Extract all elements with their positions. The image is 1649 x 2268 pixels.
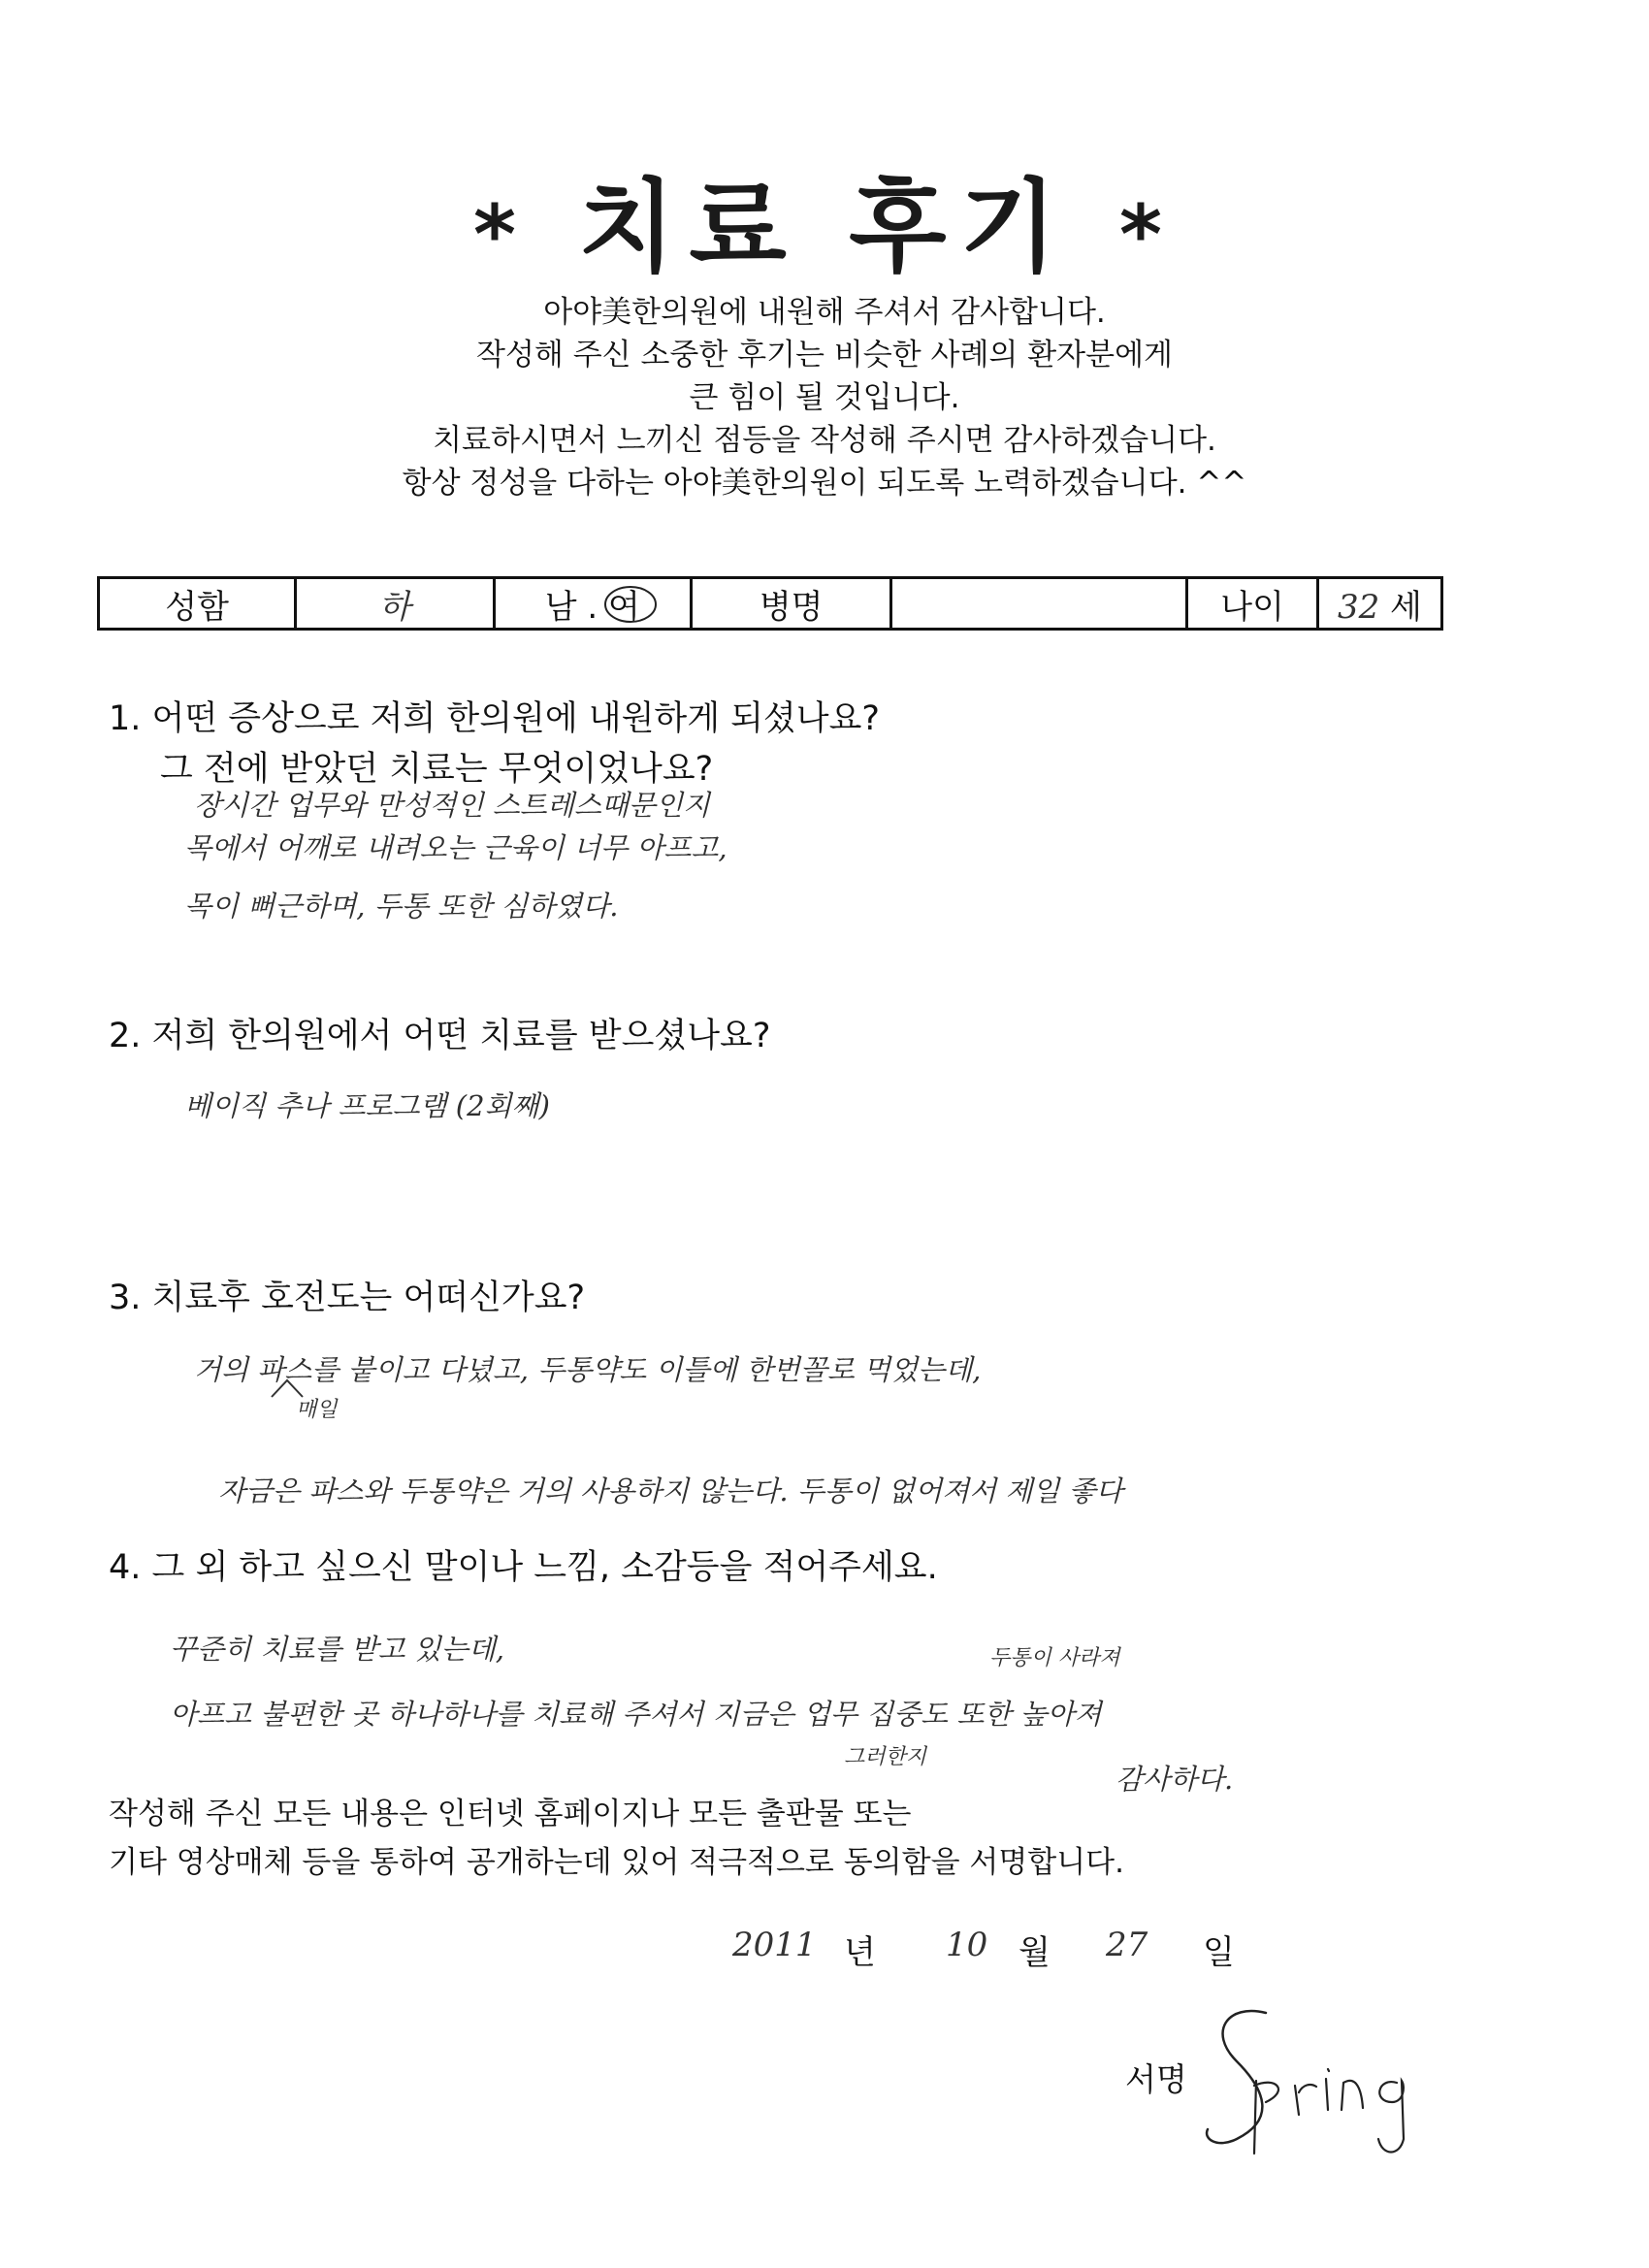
question-4 [109,1540,938,1589]
question-number: 2. [109,1017,142,1055]
name-label: 성함 [99,578,296,630]
age-label: 나이 [1187,578,1317,630]
page-title-text: 치료 후기 [577,168,1072,286]
date-month-label: 월 [1018,1933,1051,1972]
question-text: 어떤 증상으로 저희 한의원에 내원하게 되셨나요? [151,699,880,738]
question-3 [109,1271,585,1319]
date-day-label: 일 [1203,1933,1235,1972]
star-icon: * [1119,186,1176,282]
star-icon: * [473,186,530,282]
consent-text [109,1790,1124,1887]
question-number: 1. [109,699,142,738]
gender-options: 남 . 여 [544,587,640,627]
question-text: 치료후 호전도는 어떠신가요? [151,1279,586,1317]
intro-line: 항상 정성을 다하는 아야美한의원이 되도록 노력하겠습니다. ^^ [402,466,1247,501]
question-number: 3. [109,1279,142,1317]
question-1-sub: 그 전에 받았던 치료는 무엇이었나요? [160,750,714,789]
question-text: 저희 한의원에서 어떤 치료를 받으셨나요? [151,1017,771,1055]
age-unit: 세 [1390,587,1422,627]
answer-4-insert-top: 두통이 사라져 [989,1646,1120,1670]
date-year-label: 년 [844,1933,876,1972]
intro-line: 작성해 주신 소중한 후기는 비슷한 사례의 환자분에게 [476,338,1173,373]
answer-4-insert-bottom: 그러한지 [844,1745,927,1769]
answer-3-line: 자금은 파스와 두통약은 거의 사용하지 않는다. 두통이 없어져서 제일 좋다 [218,1474,1123,1507]
consent-line: 기타 영상매체 등을 통하여 공개하는데 있어 적극적으로 동의함을 서명합니다. [109,1845,1124,1880]
date-year[interactable]: 2011 [732,1926,817,1964]
gender-label[interactable] [494,578,691,630]
age-value: 32 [1337,587,1380,627]
age-cell[interactable] [1317,578,1441,630]
disease-value[interactable] [891,578,1187,630]
intro-line: 아야美한의원에 내원해 주셔서 감사합니다. [543,295,1106,330]
page-title [0,146,1649,291]
answer-3-insert: 매일 [296,1398,338,1422]
question-2 [109,1009,770,1057]
signature-image [1198,1993,1450,2187]
signature-label: 서명 [1125,2060,1187,2098]
intro-line: 큰 힘이 될 것입니다. [689,380,960,415]
answer-4-line: 감사하다. [1116,1763,1234,1796]
intro-line: 치료하시면서 느끼신 점등을 작성해 주시면 감사하겠습니다. [433,423,1216,458]
insert-caret-mark [270,1377,305,1399]
consent-line: 작성해 주신 모든 내용은 인터넷 홈페이지나 모든 출판물 또는 [109,1797,912,1831]
answer-4-line: 꾸준히 치료를 받고 있는데, [170,1633,505,1666]
intro-text [0,291,1649,504]
date-month[interactable]: 10 [946,1926,988,1964]
question-1 [109,692,880,740]
question-text: 그 외 하고 싶으신 말이나 느낌, 소감등을 적어주세요. [151,1548,938,1587]
patient-info-table [97,576,1443,631]
name-value[interactable]: 하 [296,578,494,630]
disease-label: 병명 [691,578,890,630]
question-number: 4. [109,1548,142,1587]
answer-1-line: 장시간 업무와 만성적인 스트레스때문인지 [194,789,710,822]
answer-2-line: 베이직 추나 프로그램 (2회째) [184,1089,550,1122]
answer-1-line: 목에서 어깨로 내려오는 근육이 너무 아프고, [184,831,728,864]
answer-4-line: 아프고 불편한 곳 하나하나를 치료해 주셔서 지금은 업무 집중도 또한 높아져 [170,1698,1102,1731]
answer-3-line: 거의 파스를 붙이고 다녔고, 두통약도 이틀에 한번꼴로 먹었는데, [194,1353,982,1386]
date-day[interactable]: 27 [1106,1926,1148,1964]
answer-1-line: 목이 뻐근하며, 두통 또한 심하였다. [184,890,619,923]
gender-circle-mark [601,582,660,627]
